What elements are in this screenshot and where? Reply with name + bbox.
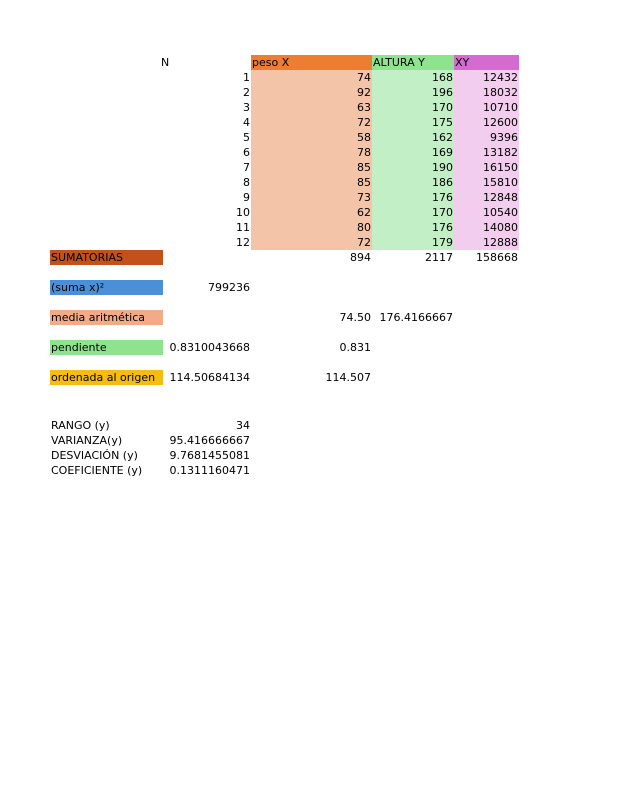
sumatorias-y: 2117 bbox=[425, 251, 453, 264]
row-xy: 14080 bbox=[483, 221, 518, 234]
pendiente-label: pendiente bbox=[50, 340, 163, 355]
header-n: N bbox=[161, 56, 170, 69]
header-xy: XY bbox=[454, 55, 519, 70]
sumatorias-x: 894 bbox=[350, 251, 371, 264]
stat-value: 9.7681455081 bbox=[169, 449, 250, 462]
row-altura: 176 bbox=[432, 191, 453, 204]
row-altura: 175 bbox=[432, 116, 453, 129]
row-altura: 170 bbox=[432, 101, 453, 114]
row-n: 4 bbox=[243, 116, 250, 129]
media-x: 74.50 bbox=[339, 311, 371, 324]
row-altura: 186 bbox=[432, 176, 453, 189]
row-xy: 16150 bbox=[483, 161, 518, 174]
media-label: media aritmética bbox=[50, 310, 163, 325]
row-xy: 12848 bbox=[483, 191, 518, 204]
row-n: 10 bbox=[236, 206, 250, 219]
row-altura: 190 bbox=[432, 161, 453, 174]
row-altura: 162 bbox=[432, 131, 453, 144]
stat-value: 34 bbox=[236, 419, 250, 432]
row-peso: 63 bbox=[357, 101, 371, 114]
row-n: 5 bbox=[243, 131, 250, 144]
sumatorias-xy: 158668 bbox=[476, 251, 518, 264]
row-n: 7 bbox=[243, 161, 250, 174]
sumatorias-label: SUMATORIAS bbox=[50, 250, 163, 265]
row-xy: 13182 bbox=[483, 146, 518, 159]
row-xy: 12888 bbox=[483, 236, 518, 249]
row-xy: 12432 bbox=[483, 71, 518, 84]
row-peso: 78 bbox=[357, 146, 371, 159]
row-xy: 10710 bbox=[483, 101, 518, 114]
row-peso: 85 bbox=[357, 176, 371, 189]
row-xy: 10540 bbox=[483, 206, 518, 219]
row-peso: 74 bbox=[357, 71, 371, 84]
row-xy: 12600 bbox=[483, 116, 518, 129]
header-peso: peso X bbox=[251, 55, 372, 70]
row-n: 6 bbox=[243, 146, 250, 159]
header-altura: ALTURA Y bbox=[372, 55, 454, 70]
stat-value: 95.416666667 bbox=[169, 434, 250, 447]
pendiente-rounded: 0.831 bbox=[339, 341, 371, 354]
row-peso: 92 bbox=[357, 86, 371, 99]
row-altura: 196 bbox=[432, 86, 453, 99]
row-xy: 18032 bbox=[483, 86, 518, 99]
row-altura: 169 bbox=[432, 146, 453, 159]
stat-label: COEFICIENTE (y) bbox=[51, 464, 143, 477]
stat-label: DESVIACIÓN (y) bbox=[51, 449, 138, 462]
row-n: 9 bbox=[243, 191, 250, 204]
stat-label: VARIANZA(y) bbox=[51, 434, 123, 447]
row-altura: 170 bbox=[432, 206, 453, 219]
row-peso: 73 bbox=[357, 191, 371, 204]
row-xy: 9396 bbox=[490, 131, 518, 144]
row-altura: 168 bbox=[432, 71, 453, 84]
row-xy: 15810 bbox=[483, 176, 518, 189]
row-n: 11 bbox=[236, 221, 250, 234]
row-n: 8 bbox=[243, 176, 250, 189]
ordenada-value: 114.50684134 bbox=[169, 371, 250, 384]
row-n: 3 bbox=[243, 101, 250, 114]
row-n: 2 bbox=[243, 86, 250, 99]
row-peso: 62 bbox=[357, 206, 371, 219]
stat-value: 0.1311160471 bbox=[169, 464, 250, 477]
row-peso: 72 bbox=[357, 236, 371, 249]
ordenada-rounded: 114.507 bbox=[325, 371, 371, 384]
suma-x2-label: (suma x)² bbox=[50, 280, 163, 295]
suma-x2-value: 799236 bbox=[208, 281, 250, 294]
row-altura: 179 bbox=[432, 236, 453, 249]
media-y: 176.4166667 bbox=[379, 311, 453, 324]
stat-label: RANGO (y) bbox=[51, 419, 110, 432]
row-n: 12 bbox=[236, 236, 250, 249]
ordenada-label: ordenada al origen bbox=[50, 370, 163, 385]
row-peso: 80 bbox=[357, 221, 371, 234]
row-peso: 72 bbox=[357, 116, 371, 129]
row-peso: 58 bbox=[357, 131, 371, 144]
pendiente-value: 0.8310043668 bbox=[169, 341, 250, 354]
row-n: 1 bbox=[243, 71, 250, 84]
row-altura: 176 bbox=[432, 221, 453, 234]
row-peso: 85 bbox=[357, 161, 371, 174]
